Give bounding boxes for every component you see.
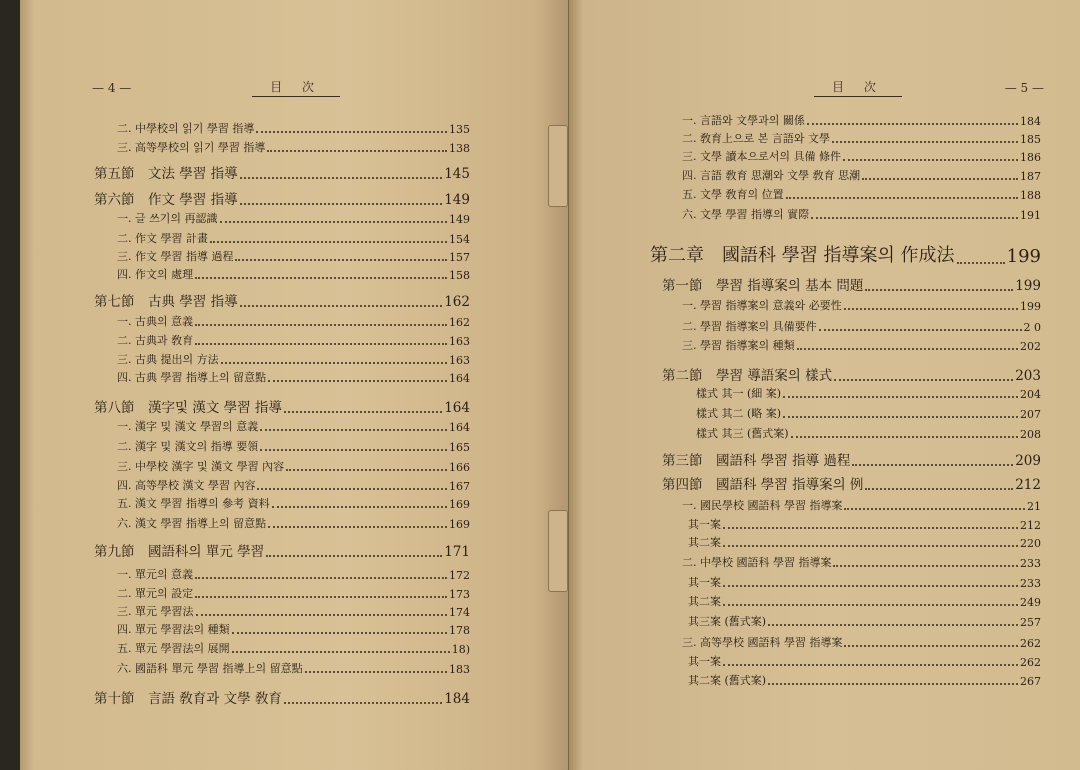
- toc-entry: [682, 112, 1041, 128]
- toc-entry: [682, 297, 1041, 313]
- toc-entry: [117, 621, 470, 637]
- dot-leader: [305, 661, 447, 673]
- dot-leader: [260, 419, 447, 431]
- toc-entry-label: 一. 글 쓰기의 再認識: [117, 212, 218, 225]
- toc-entry: [682, 130, 1041, 146]
- dot-leader: [284, 692, 442, 704]
- toc-entry: [117, 438, 470, 454]
- toc-entry-page: 157: [449, 251, 470, 264]
- toc-entry: [117, 477, 470, 493]
- toc-entry-label: 三. 古典 提出의 方法: [117, 353, 219, 366]
- right-page-number: — 5 —: [1004, 80, 1044, 95]
- toc-entry-page: 202: [1020, 340, 1041, 353]
- toc-entry-label: 五. 漢文 學習 指導의 參考 資料: [117, 497, 270, 510]
- toc-entry-label: 三. 中學校 漢字 및 漢文 學習 內容: [117, 460, 285, 473]
- toc-entry-label: 第七節 古典 學習 指導: [94, 294, 238, 310]
- dot-leader: [268, 370, 447, 382]
- toc-entry-label: 三. 單元 學習法: [117, 605, 194, 618]
- toc-entry-page: 164: [449, 372, 470, 385]
- toc-entry-page: 267: [1020, 675, 1041, 688]
- dot-leader: [783, 406, 1018, 418]
- toc-entry: [682, 206, 1041, 222]
- toc-entry: [682, 554, 1041, 570]
- toc-entry-page: 199: [1020, 300, 1041, 313]
- dot-leader: [266, 545, 442, 557]
- toc-entry-page: 233: [1020, 557, 1041, 570]
- toc-entry-page: 199: [1006, 246, 1041, 267]
- toc-entry: [682, 186, 1041, 202]
- toc-entry-label: 三. 文學 讀本으로서의 具備 條件: [682, 150, 841, 163]
- toc-entry: [117, 566, 470, 582]
- toc-entry-page: 212: [1015, 477, 1041, 493]
- toc-entry-label: 二. 敎育上으로 본 言語와 文學: [682, 132, 830, 145]
- toc-entry-page: 138: [449, 142, 470, 155]
- toc-entry-label: 樣式 其三 (舊式案): [696, 427, 789, 440]
- dot-leader: [833, 555, 1018, 567]
- dot-leader: [257, 478, 447, 490]
- toc-entry: [682, 148, 1041, 164]
- toc-entry: [688, 516, 1041, 532]
- toc-entry-label: 三. 高等學校 國語科 學習 指導案: [682, 636, 843, 649]
- toc-entry-page: 191: [1020, 209, 1041, 222]
- toc-entry-page: 203: [1015, 368, 1041, 384]
- toc-entry-label: 其三案 (舊式案): [688, 615, 767, 628]
- toc-entry: [688, 574, 1041, 590]
- toc-entry-page: 21: [1027, 500, 1041, 513]
- toc-entry-label: 其二案 (舊式案): [688, 674, 767, 687]
- toc-entry-page: 184: [444, 691, 470, 707]
- dot-leader: [723, 535, 1018, 547]
- toc-entry: [117, 660, 470, 676]
- right-page: [569, 0, 1080, 770]
- toc-entry-page: 166: [449, 461, 470, 474]
- toc-entry: [682, 318, 1041, 334]
- dot-leader: [783, 386, 1018, 398]
- toc-entry-label: 六. 文學 學習 指導의 實際: [682, 208, 810, 221]
- toc-entry: [662, 274, 1041, 294]
- toc-entry-page: 164: [449, 421, 470, 434]
- toc-entry-page: 187: [1020, 170, 1041, 183]
- toc-entry-page: 164: [444, 400, 470, 416]
- dot-leader: [235, 249, 447, 261]
- toc-entry: [688, 672, 1041, 688]
- toc-entry: [662, 364, 1041, 384]
- toc-entry-label: 二. 單元의 設定: [117, 587, 194, 600]
- toc-entry-page: 186: [1020, 151, 1041, 164]
- dot-leader: [195, 333, 447, 345]
- toc-entry: [117, 585, 470, 601]
- toc-entry: [117, 515, 470, 531]
- toc-entry-label: 三. 學習 指導案의 種類: [682, 339, 795, 352]
- left-page: [20, 0, 569, 770]
- toc-entry-page: 163: [449, 354, 470, 367]
- dot-leader: [723, 575, 1018, 587]
- toc-entry-label: 五. 單元 學習法의 展開: [117, 642, 230, 655]
- toc-entry: [94, 687, 470, 707]
- dot-leader: [865, 279, 1013, 291]
- spine-tab: [548, 510, 568, 592]
- toc-entry-label: 第六節 作文 學習 指導: [94, 192, 238, 208]
- toc-entry-label: 二. 中學校 國語科 學習 指導案: [682, 556, 832, 569]
- toc-entry: [662, 449, 1041, 469]
- toc-entry-page: 169: [449, 518, 470, 531]
- dot-leader: [819, 319, 1022, 331]
- dot-leader: [256, 121, 447, 133]
- toc-entry-label: 三. 作文 學習 指導 過程: [117, 250, 234, 263]
- toc-entry: [696, 385, 1041, 401]
- toc-entry-page: 135: [449, 123, 470, 136]
- toc-entry-label: 第五節 文法 學習 指導: [94, 166, 238, 182]
- toc-entry-page: 183: [449, 663, 470, 676]
- dot-leader: [786, 187, 1018, 199]
- dot-leader: [791, 426, 1018, 438]
- toc-entry-page: 199: [1015, 278, 1041, 294]
- toc-entry-label: 其一案: [688, 518, 721, 531]
- toc-entry-page: 249: [1020, 596, 1041, 609]
- toc-entry-page: 173: [449, 588, 470, 601]
- toc-entry: [117, 603, 470, 619]
- toc-entry: [688, 593, 1041, 609]
- toc-entry: [682, 337, 1041, 353]
- toc-entry: [682, 497, 1041, 513]
- toc-entry-page: 212: [1020, 519, 1041, 532]
- dot-leader: [852, 454, 1013, 466]
- toc-entry: [117, 139, 470, 155]
- toc-entry-label: 第九節 國語科의 單元 學習: [94, 544, 265, 560]
- dot-leader: [260, 439, 447, 451]
- toc-entry-page: 184: [1020, 115, 1041, 128]
- toc-entry-page: 257: [1020, 616, 1041, 629]
- toc-entry-label: 其一案: [688, 576, 721, 589]
- toc-entry: [682, 167, 1041, 183]
- dot-leader: [723, 594, 1018, 606]
- dot-leader: [844, 498, 1025, 510]
- toc-entry: [696, 425, 1041, 441]
- toc-entry-page: 158: [449, 269, 470, 282]
- dot-leader: [768, 614, 1018, 626]
- dot-leader: [195, 586, 447, 598]
- toc-entry-page: 207: [1020, 408, 1041, 421]
- toc-entry-label: 一. 國民學校 國語科 學習 指導案: [682, 499, 843, 512]
- dot-leader: [240, 193, 443, 205]
- toc-entry-label: 二. 古典과 敎育: [117, 334, 194, 347]
- toc-entry-label: 其一案: [688, 655, 721, 668]
- toc-entry: [117, 230, 470, 246]
- toc-entry: [94, 540, 470, 560]
- toc-entry: [688, 534, 1041, 550]
- toc-entry: [117, 351, 470, 367]
- dot-leader: [221, 352, 447, 364]
- spine-tab: [548, 125, 568, 207]
- toc-entry-page: 169: [449, 498, 470, 511]
- toc-entry-page: 2 0: [1023, 321, 1041, 334]
- toc-entry: [117, 248, 470, 264]
- left-running-title: 目 次: [252, 78, 340, 97]
- toc-entry-page: 220: [1020, 537, 1041, 550]
- dot-leader: [232, 622, 447, 634]
- dot-leader: [286, 459, 447, 471]
- dot-leader: [807, 113, 1018, 125]
- toc-entry-label: 六. 國語科 單元 學習 指導上의 留意點: [117, 662, 303, 675]
- dot-leader: [844, 635, 1018, 647]
- dot-leader: [210, 231, 447, 243]
- toc-entry-page: 209: [1015, 453, 1041, 469]
- toc-entry: [117, 120, 470, 136]
- toc-entry-label: 第十節 言語 敎育과 文學 敎育: [94, 691, 282, 707]
- toc-entry-page: 185: [1020, 133, 1041, 146]
- toc-entry-label: 一. 單元의 意義: [117, 568, 194, 581]
- toc-entry: [688, 653, 1041, 669]
- toc-entry: [662, 473, 1041, 493]
- toc-entry-label: 四. 古典 學習 指導上의 留意點: [117, 371, 267, 384]
- dot-leader: [195, 267, 447, 279]
- toc-entry-label: 第八節 漢字및 漢文 學習 指導: [94, 400, 282, 416]
- dot-leader: [865, 478, 1013, 490]
- toc-entry-page: 233: [1020, 577, 1041, 590]
- dot-leader: [862, 168, 1018, 180]
- toc-entry-page: 262: [1020, 637, 1041, 650]
- toc-entry-page: 162: [444, 294, 470, 310]
- dot-leader: [272, 496, 447, 508]
- toc-entry-page: 208: [1020, 428, 1041, 441]
- toc-entry-label: 樣式 其一 (細 案): [696, 387, 782, 400]
- dot-leader: [284, 401, 442, 413]
- dot-leader: [811, 207, 1018, 219]
- toc-entry-label: 二. 漢字 및 漢文의 指導 要領: [117, 440, 259, 453]
- dot-leader: [843, 149, 1018, 161]
- toc-entry: [117, 266, 470, 282]
- toc-entry-label: 四. 作文의 處理: [117, 268, 194, 281]
- toc-entry-label: 四. 高等學校 漢文 學習 內容: [117, 479, 256, 492]
- toc-entry-label: 四. 言語 敎育 思潮와 文學 敎育 思潮: [682, 169, 861, 182]
- toc-entry-label: 二. 作文 學習 計畫: [117, 232, 208, 245]
- toc-entry-label: 第四節 國語科 學習 指導案의 例: [662, 477, 864, 493]
- toc-entry-page: 171: [444, 544, 470, 560]
- toc-entry-label: 其二案: [688, 595, 721, 608]
- toc-entry: [94, 188, 470, 208]
- toc-entry: [117, 640, 470, 656]
- toc-entry-page: 145: [444, 166, 470, 182]
- right-page-header: [814, 78, 1044, 97]
- toc-entry-label: 二. 學習 指導案의 具備要件: [682, 320, 817, 333]
- dot-leader: [844, 298, 1018, 310]
- dot-leader: [797, 338, 1018, 350]
- toc-entry-page: 163: [449, 335, 470, 348]
- toc-entry-label: 三. 高等學校의 읽기 學習 指導: [117, 141, 266, 154]
- dot-leader: [723, 654, 1018, 666]
- dot-leader: [195, 314, 447, 326]
- toc-entry: [117, 458, 470, 474]
- dot-leader: [195, 567, 447, 579]
- dot-leader: [268, 516, 447, 528]
- toc-entry: [117, 418, 470, 434]
- toc-entry-label: 一. 漢字 및 漢文 學習의 意義: [117, 420, 259, 433]
- left-page-header: [92, 78, 340, 97]
- toc-entry-label: 六. 漢文 學習 指導上의 留意點: [117, 517, 267, 530]
- toc-entry: [696, 405, 1041, 421]
- toc-entry-page: 149: [444, 192, 470, 208]
- toc-entry: [682, 634, 1041, 650]
- toc-entry-label: 五. 文學 敎育의 位置: [682, 188, 784, 201]
- dot-leader: [768, 673, 1018, 685]
- toc-entry-label: 第三節 國語科 學習 指導 過程: [662, 453, 851, 469]
- toc-entry-page: 172: [449, 569, 470, 582]
- toc-entry-page: 178: [449, 624, 470, 637]
- toc-entry: [650, 241, 1041, 267]
- toc-entry-page: 154: [449, 233, 470, 246]
- toc-entry-label: 一. 學習 指導案의 意義와 必要性: [682, 299, 842, 312]
- dot-leader: [832, 131, 1018, 143]
- dot-leader: [232, 641, 450, 653]
- toc-entry-page: 167: [449, 480, 470, 493]
- toc-entry-label: 其二案: [688, 536, 721, 549]
- toc-entry-label: 二. 中學校의 읽기 學習 指導: [117, 122, 255, 135]
- toc-entry: [117, 332, 470, 348]
- dot-leader: [240, 167, 443, 179]
- toc-entry-page: 174: [449, 606, 470, 619]
- right-running-title: 目 次: [814, 78, 902, 97]
- toc-entry-page: 262: [1020, 656, 1041, 669]
- toc-entry-label: 四. 單元 學習法의 種類: [117, 623, 230, 636]
- toc-entry-page: 165: [449, 441, 470, 454]
- toc-entry: [94, 290, 470, 310]
- toc-entry: [117, 495, 470, 511]
- dot-leader: [834, 369, 1013, 381]
- toc-entry: [94, 396, 470, 416]
- toc-entry-page: 188: [1020, 189, 1041, 202]
- toc-entry: [117, 210, 470, 226]
- toc-entry: [117, 369, 470, 385]
- toc-entry-label: 樣式 其二 (略 案): [696, 407, 782, 420]
- toc-entry-label: 第一節 學習 指導案의 基本 問題: [662, 278, 864, 294]
- left-page-number: — 4 —: [92, 80, 132, 95]
- toc-entry-label: 一. 言語와 文學과의 關係: [682, 114, 805, 127]
- dot-leader: [267, 140, 447, 152]
- toc-entry: [94, 162, 470, 182]
- toc-entry-page: 149: [449, 213, 470, 226]
- toc-entry-page: 18): [451, 643, 470, 656]
- dot-leader: [957, 252, 1005, 264]
- toc-entry-label: 第二章 國語科 學習 指導案의 作成法: [650, 245, 955, 266]
- dot-leader: [723, 517, 1018, 529]
- toc-entry-label: 一. 古典의 意義: [117, 315, 194, 328]
- dot-leader: [240, 295, 443, 307]
- dot-leader: [220, 211, 448, 223]
- toc-entry-page: 204: [1020, 388, 1041, 401]
- toc-entry-label: 第二節 學習 導語案의 樣式: [662, 368, 833, 384]
- toc-entry: [117, 313, 470, 329]
- toc-entry: [688, 613, 1041, 629]
- dot-leader: [196, 604, 448, 616]
- toc-entry-page: 162: [449, 316, 470, 329]
